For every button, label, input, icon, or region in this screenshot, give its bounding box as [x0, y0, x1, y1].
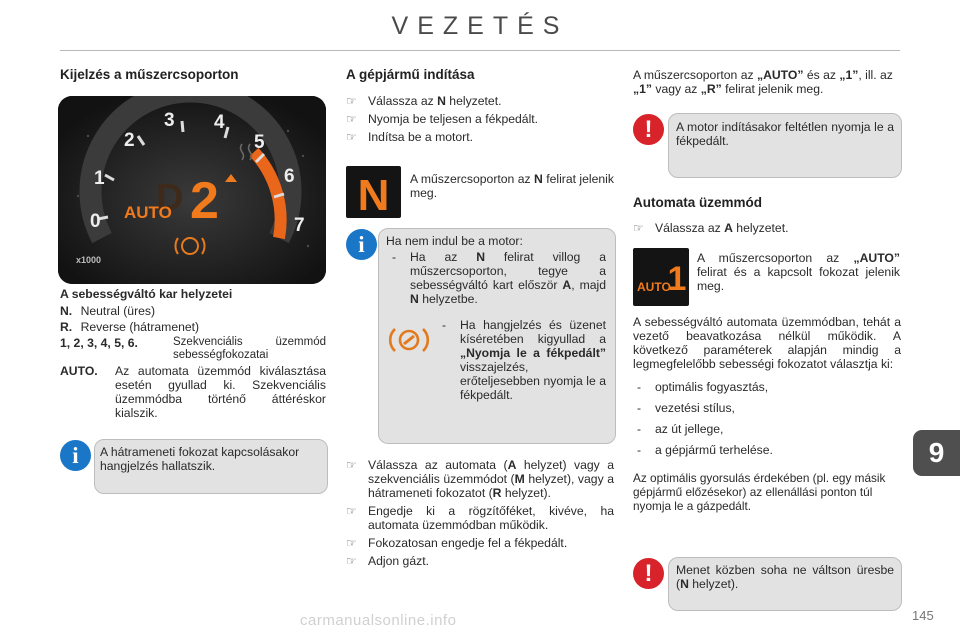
- info-no-start-item1: - Ha az N felirat villog a műszercsoporton, tegye a sebességváltó kart először A, majd N helyzetbe.: [388, 250, 606, 311]
- legend-row-n: [60, 304, 155, 318]
- tick-label-7: 7: [294, 215, 305, 236]
- list-item: - optimális fogyasztás,: [633, 380, 901, 394]
- legend-text: Neutral (üres): [80, 304, 156, 318]
- warning-text-neutral: Menet közben soha ne váltson üresbe (N helyzet).: [676, 563, 894, 591]
- auto-mode-label: AUTO: [124, 203, 172, 222]
- tachometer-gauge: [58, 96, 326, 284]
- step-item: ☞ Adjon gázt.: [346, 554, 614, 568]
- warning-text-start: A motor indításakor feltétlen nyomja le a fékpedált.: [676, 120, 894, 148]
- auto-parameter-list: [633, 380, 901, 464]
- page-number: 145: [912, 608, 934, 623]
- kickdown-paragraph: Az optimális gyorsulás érdekében (pl. egy másik gépjármű előzésekor) az ellenállási ponton túl nyomja le a gázpedált.: [633, 471, 886, 513]
- legend-row-r: [60, 320, 199, 334]
- step-item: ☞ Engedje ki a rögzítőféket, kivéve, ha automata üzemmódban működik.: [346, 504, 614, 532]
- start-steps-after: [346, 458, 614, 572]
- auto-display-digit: 1: [667, 260, 687, 298]
- brake-pedal-warning-icon: [388, 324, 430, 356]
- step-item: ☞ Válassza az N helyzetet.: [346, 94, 614, 108]
- n-display-caption: A műszercsoporton az N felirat jelenik meg.: [410, 172, 614, 200]
- legend-row-gears: [60, 336, 326, 361]
- title-rule: [60, 50, 900, 51]
- step-item: ☞ Fokozatosan engedje fel a fékpedált.: [346, 536, 614, 550]
- auto-step: ☞ Válassza az A helyzetet.: [633, 221, 901, 239]
- step-item: ☞ Indítsa be a motort.: [346, 130, 614, 144]
- legend-key: 1, 2, 3, 4, 5, 6.: [60, 336, 138, 350]
- auto-display-caption: A műszercsoporton az „AUTO” felirat és a kapcsolt fokozat jelenik meg.: [697, 251, 900, 293]
- list-item: - az út jellege,: [633, 422, 901, 436]
- auto-1-display-note: A műszercsoporton az „AUTO” és az „1”, ill. az „1” vagy az „R” felirat jelenik meg.: [633, 68, 893, 96]
- n-display-image: [346, 166, 401, 218]
- section-heading-display: Kijelzés a műszercsoporton: [60, 67, 239, 82]
- start-steps: [346, 94, 614, 148]
- section-heading-start: A gépjármű indítása: [346, 67, 475, 82]
- info-no-start-intro: Ha nem indul be a motor:: [386, 234, 523, 248]
- legend-text: Reverse (hátramenet): [80, 320, 200, 334]
- legend-text: Szekvenciális üzemmód sebességfokozatai: [173, 336, 326, 361]
- tick-label-2: 2: [124, 130, 135, 151]
- instrument-cluster-image: [58, 96, 326, 284]
- legend-row-auto: [60, 364, 326, 420]
- legend-title: A sebességváltó kar helyzetei: [60, 287, 233, 301]
- info-icon: i: [346, 229, 377, 260]
- n-display-letter: N: [357, 171, 390, 218]
- chapter-tab: 9: [913, 430, 960, 476]
- info-icon: i: [60, 440, 91, 471]
- step-item: ☞ Válassza az automata (A helyzet) vagy a szekvenciális üzemmódot (M helyzet), vagy a hátrameneti fokozatot (R helyzet).: [346, 458, 614, 500]
- gear-digit: 2: [190, 172, 219, 230]
- legend-text: Az automata üzemmód kiválasztása esetén gyullad ki. Szekvenciális üzemmódba történő áttéréskor kialszik.: [115, 364, 326, 420]
- auto-display-label: AUTO: [637, 280, 671, 294]
- page-title: VEZETÉS: [391, 12, 569, 40]
- ghost-gear-letter: D: [156, 177, 184, 219]
- section-heading-auto: Automata üzemmód: [633, 195, 763, 210]
- step-item: ☞ Nyomja be teljesen a fékpedált.: [346, 112, 614, 126]
- rpm-unit-label: x1000: [76, 255, 102, 265]
- legend-key: AUTO.: [60, 364, 98, 378]
- tick-label-1: 1: [94, 168, 105, 189]
- tick-label-6: 6: [284, 166, 295, 187]
- legend-key: R.: [60, 320, 73, 334]
- warning-icon: !: [633, 114, 664, 145]
- list-item: - vezetési stílus,: [633, 401, 901, 415]
- tick-label-0: 0: [90, 211, 101, 232]
- tick-label-4: 4: [214, 112, 225, 133]
- warning-icon: !: [633, 558, 664, 589]
- tick-label-3: 3: [164, 110, 175, 131]
- tick-label-5: 5: [254, 132, 265, 153]
- info-no-start-item2: - Ha hangjelzés és üzenet kíséretében kigyullad a „Nyomja le a fékpedált” visszajelzés, erőteljesebben nyomja le a fékpedált.: [438, 318, 606, 407]
- watermark: carmanualsonline.info: [300, 612, 457, 629]
- list-item: - a gépjármű terhelése.: [633, 443, 901, 457]
- auto-mode-paragraph: A sebességváltó automata üzemmódban, tehát a vezető beavatkozása nélkül működik. A következő paraméterek alapján mindig a legmegfelelőbb sebességi fokozatot választja ki:: [633, 315, 901, 371]
- legend-key: N.: [60, 304, 73, 318]
- info-text-reverse: A hátrameneti fokozat kapcsolásakor hangjelzés hallatszik.: [100, 445, 300, 473]
- auto-display-image: [633, 248, 689, 306]
